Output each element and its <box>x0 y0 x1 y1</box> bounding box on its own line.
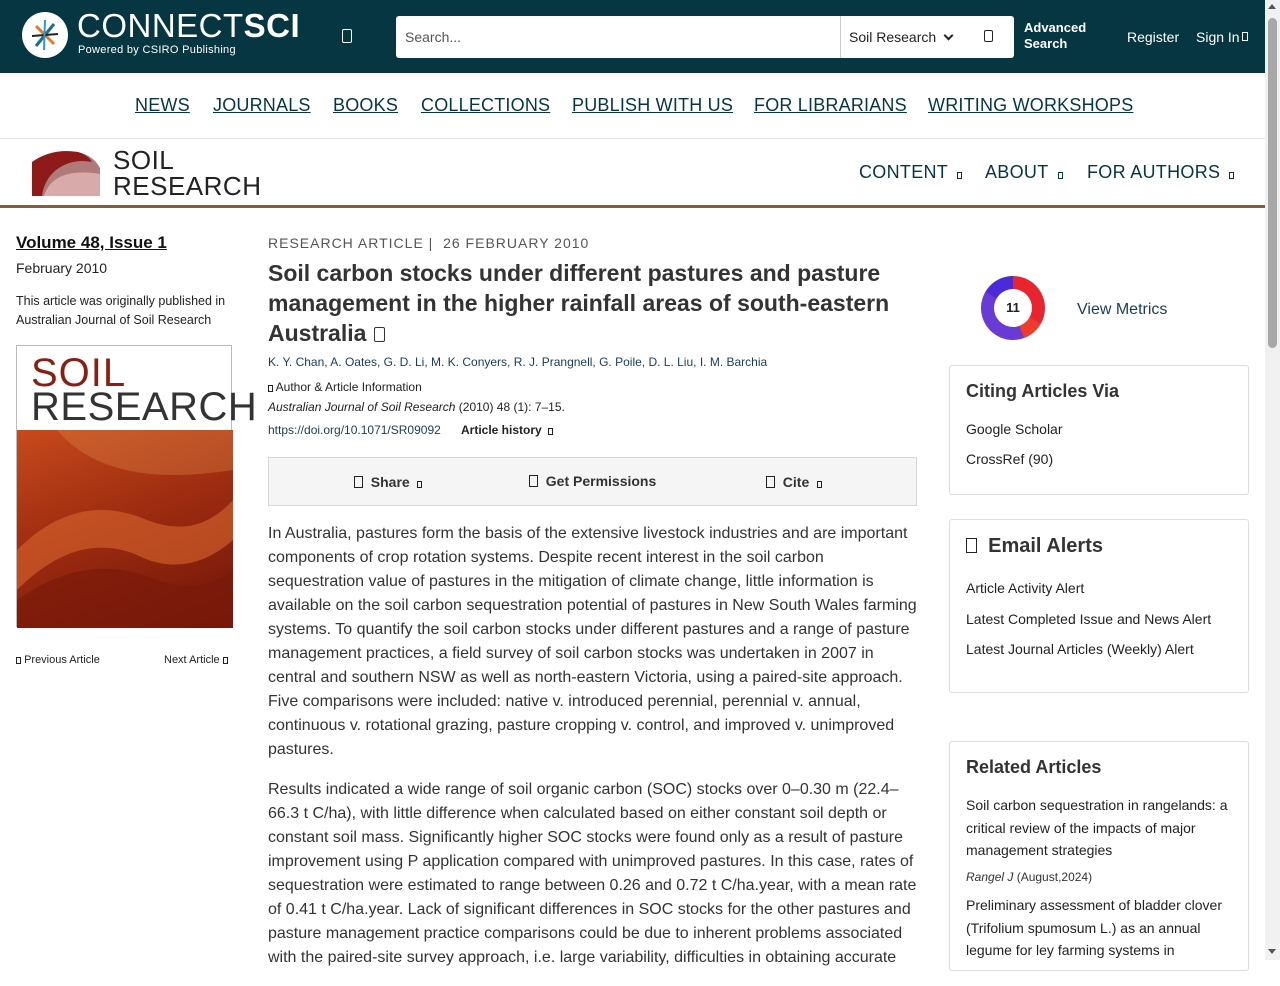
article-abstract <box>268 522 918 986</box>
author-link[interactable]: R. J. Prangnell <box>513 355 593 369</box>
author-link[interactable]: G. D. Li <box>383 355 425 369</box>
author-list: K. Y. Chan, A. Oates, G. D. Li, M. K. Conyers, R. J. Prangnell, G. Poile, D. L. Liu, I. M. Barchia <box>268 355 768 369</box>
email-alerts-title: Email Alerts <box>966 535 1103 558</box>
latest-issue-alert-link[interactable]: Latest Completed Issue and News Alert <box>966 611 1212 627</box>
nav-for-librarians[interactable]: FOR LIBRARIANS <box>754 95 907 115</box>
get-permissions-button[interactable]: Get Permissions <box>529 473 656 489</box>
search-scope-select[interactable]: Soil Research <box>849 29 937 45</box>
crossref-link[interactable]: CrossRef (90) <box>966 451 1054 467</box>
register-link[interactable]: Register <box>1127 29 1180 45</box>
search-icon[interactable] <box>984 30 993 42</box>
chevron-down-icon <box>548 428 553 435</box>
open-access-icon <box>374 327 385 342</box>
search-bar <box>396 16 1014 58</box>
main-nav <box>0 73 1265 139</box>
author-link[interactable]: G. Poile <box>599 355 642 369</box>
brand-subtitle: Powered by CSIRO Publishing <box>78 44 236 56</box>
related-article-item <box>966 794 1234 862</box>
scroll-up-arrow-icon[interactable] <box>1268 4 1276 9</box>
scroll-down-arrow-icon[interactable] <box>1268 949 1276 954</box>
altmetric-badge[interactable] <box>981 276 1045 340</box>
article-title: Soil carbon stocks under different pastures and pasture management in the higher rainfall areas of south-eastern Australia <box>268 260 890 346</box>
related-articles-card <box>949 741 1249 971</box>
journal-name-line1[interactable]: SOIL <box>113 145 175 175</box>
next-article-link[interactable]: Next Article <box>164 654 228 666</box>
scrollbar-thumb[interactable] <box>1268 18 1277 348</box>
chevron-left-icon <box>16 657 21 664</box>
search-divider <box>840 16 841 58</box>
connectsci-logo-icon[interactable] <box>22 12 68 58</box>
related-article-meta: Rangel J (August,2024) <box>966 870 1093 884</box>
chevron-down-icon <box>417 481 422 488</box>
brand-name[interactable]: CONNECTSCI <box>77 7 301 44</box>
cover-artwork <box>17 430 233 628</box>
journal-menu-for-authors[interactable]: FOR AUTHORS <box>1087 162 1234 183</box>
article-type-date: RESEARCH ARTICLE | 26 FEBRUARY 2010 <box>268 235 590 251</box>
soil-research-logo-icon[interactable] <box>32 148 100 196</box>
cite-button[interactable]: Cite <box>766 474 822 490</box>
abstract-paragraph: In Australia, pastures form the basis of the extensive livestock industries and are important components of crop rotation systems. Despite recent interest in the soil carbon sequestration value of pastures in the mitigation of climate change, little information is available on the soil carbon sequestration potential of pastures in New South Wales farming systems. To quantify the soil carbon stocks under different pastures and a range of pasture management practices, a field survey of soil carbon stocks was undertaken in 2007 in central and southern NSW as well as north-eastern Victoria, using a paired-site approach. Five comparisons were included: native v. introduced perennial, perennial v. annual, continuous v. rotational grazing, pasture cropping v. control, and improved v. unimproved pastures. <box>268 525 917 758</box>
related-articles-title: Related Articles <box>966 757 1102 777</box>
citing-articles-card <box>949 365 1249 495</box>
top-bar <box>0 0 1265 73</box>
journal-menu-content[interactable]: CONTENT <box>859 162 962 183</box>
author-link[interactable]: K. Y. Chan <box>268 355 325 369</box>
origin-note: This article was originally published in Australian Journal of Soil Research <box>16 294 226 327</box>
email-alerts-card <box>949 519 1249 693</box>
nav-writing-workshops[interactable]: WRITING WORKSHOPS <box>928 95 1134 115</box>
related-article-item <box>966 894 1234 962</box>
nav-books[interactable]: BOOKS <box>333 95 399 115</box>
issue-date: February 2010 <box>16 260 108 276</box>
journal-header <box>0 140 1265 206</box>
altmetric-score: 11 <box>994 289 1032 327</box>
nav-publish-with-us[interactable]: PUBLISH WITH US <box>572 95 734 115</box>
google-scholar-link[interactable]: Google Scholar <box>966 421 1063 437</box>
share-button[interactable]: Share <box>354 474 422 490</box>
author-link[interactable]: M. K. Conyers <box>431 355 508 369</box>
weekly-alert-link[interactable]: Latest Journal Articles (Weekly) Alert <box>966 641 1194 657</box>
view-metrics-link[interactable]: View Metrics <box>1077 301 1168 318</box>
doi-link[interactable]: https://doi.org/10.1071/SR09092 <box>268 423 441 437</box>
nav-collections[interactable]: COLLECTIONS <box>421 95 551 115</box>
chevron-down-icon <box>1229 172 1234 179</box>
issue-volume-link[interactable]: Volume 48, Issue 1 <box>16 233 167 252</box>
previous-article-link[interactable]: Previous Article <box>16 654 100 666</box>
search-input[interactable] <box>396 16 840 58</box>
author-link[interactable]: I. M. Barchia <box>699 355 768 369</box>
journal-menu-about[interactable]: ABOUT <box>985 162 1063 183</box>
chevron-down-icon <box>957 172 962 179</box>
chevron-down-icon <box>1058 172 1063 179</box>
sign-in-icon[interactable] <box>1242 32 1248 41</box>
header-divider <box>0 205 1265 208</box>
related-article-link[interactable]: Preliminary assessment of bladder clover (Trifolium spumosum L.) as an annual legume for ley farming systems in <box>966 897 1222 958</box>
article-activity-alert-link[interactable]: Article Activity Alert <box>966 580 1085 596</box>
sign-in-link[interactable]: Sign In <box>1196 29 1240 45</box>
cover-title-research: RESEARCH <box>31 385 258 429</box>
nav-news[interactable]: NEWS <box>135 95 190 115</box>
author-link[interactable]: D. L. Liu <box>648 355 694 369</box>
author-link[interactable]: A. Oates <box>330 355 377 369</box>
cite-icon <box>766 476 775 488</box>
author-info-toggle[interactable]: Author & Article Information <box>268 380 422 394</box>
related-article-link[interactable]: Soil carbon sequestration in rangelands: a critical review of the impacts of major management strategies <box>966 797 1228 858</box>
advanced-search-link[interactable]: Advanced Search <box>1024 20 1087 51</box>
nav-journals[interactable]: JOURNALS <box>213 95 311 115</box>
chevron-down-icon <box>817 481 822 488</box>
article-toolbar <box>268 457 917 506</box>
issue-cover-image[interactable] <box>16 345 258 627</box>
abstract-paragraph: Results indicated a wide range of soil organic carbon (SOC) stocks over 0–0.30 m (22.4–66.3 t C/ha), with little difference when calculated based on either constant soil depth or constant soil mass. Significantly higher SOC stocks were found only as a result of pasture improvement using P application compared with unimproved pastures. In this case, rates of sequestration were estimated to range between 0.26 and 0.72 t C/ha.year, with a mean rate of 0.41 t C/ha.year. Lack of significant differences in SOC stocks for the other pastures and pasture management practice comparisons could be due to inherent problems associated with the paired-site survey approach, i.e. large variability, difficulties in obtaining accurate <box>268 781 917 966</box>
chevron-right-icon <box>223 657 228 664</box>
citing-articles-title: Citing Articles Via <box>966 381 1120 401</box>
share-icon <box>354 476 363 488</box>
cover-title-soil: SOIL <box>31 351 127 395</box>
journal-name-line2[interactable]: RESEARCH <box>113 171 262 201</box>
chevron-down-icon <box>268 385 273 392</box>
permissions-icon <box>529 475 538 487</box>
article-history-toggle[interactable]: Article history <box>461 423 553 437</box>
bell-icon <box>966 538 977 553</box>
chevron-down-icon[interactable] <box>944 31 954 41</box>
journal-citation: Australian Journal of Soil Research (2010) 48 (1): 7–15. <box>268 400 565 414</box>
menu-icon[interactable] <box>342 29 352 43</box>
